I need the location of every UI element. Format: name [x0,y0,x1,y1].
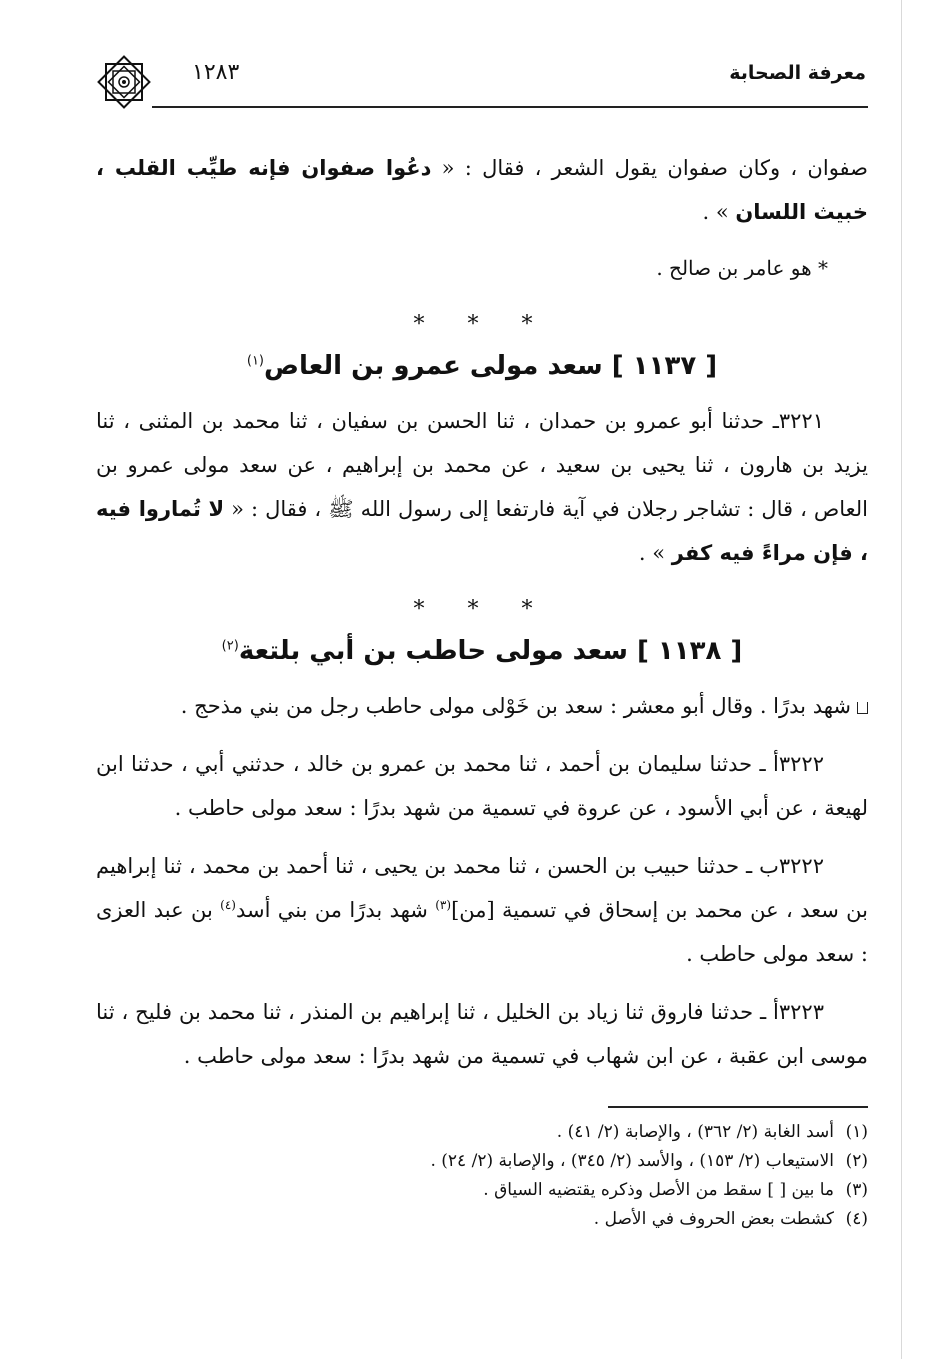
hadith-3222b [96,844,868,976]
hadith-text: ٣٢٢٢ب ـ حدثنا حبيب بن الحسن ، ثنا محمد بن يحيى ، ثنا أحمد بن محمد ، ثنا إبراهيم بن سعد ، عن محمد بن إسحاق في تسمية [من] [96,854,869,922]
hadith-3223a: ٣٢٢٣أ ـ حدثنا فاروق ثنا زياد بن الخليل ، ثنا إبراهيم بن المنذر ، ثنا محمد بن فليح ، ثنا موسى ابن عقبة ، عن ابن شهاب في تسمية من شهد بدرًا : سعد مولى حاطب . [96,1000,868,1068]
entry-number: ١١٣٧ [632,351,697,381]
footnote-text: الاستيعاب (٢/ ١٥٣) ، والأسد (٢/ ٣٤٥) ، والإصابة (٢/ ٢٤) . [430,1151,834,1171]
entry-title-1138: [ ١١٣٨ ] سعد مولى حاطب بن أبي بلتعة$^{(٢)}$ [221,636,743,666]
hadith-3221 [96,399,868,575]
square-marker-icon [857,702,868,714]
quote-end: » . [638,541,672,565]
footnote-text: ما بين [ ] سقط من الأصل وذكره يقتضيه السياق . [483,1180,834,1200]
footnote-number: (١) [845,1122,868,1142]
footnote-text: أسد الغابة (٢/ ٣٦٢) ، والإصابة (٢/ ٤١) . [556,1122,834,1142]
footnote-ref: (٣) [435,898,452,912]
page-edge-line [901,0,902,1359]
hadith-text: ٣٢٢١ـ حدثنا أبو عمرو بن حمدان ، ثنا الحسن بن سفيان ، ثنا محمد بن المثنى ، ثنا يزيد بن هارون ، ثنا يحيى بن سعيد ، عن محمد بن إبراهيم ، عن سعد مولى عمرو بن العاص ، قال : تشاجر رجلان في آية فارتفعا إلى رسول الله ﷺ ، فقال : « [96,409,869,521]
footnote-ref: (١) [246,353,264,369]
footnote-text: كشطت بعض الحروف في الأصل . [593,1209,834,1229]
continued-text: صفوان ، وكان صفوان يقول الشعر ، فقال : « [431,156,868,180]
running-header [96,50,868,108]
entry-title-1137: [ ١١٣٧ ] سعد مولى عمرو بن العاص$^{(١)}$ [246,351,718,381]
book-title: معرفة الصحابة [729,62,866,84]
footnote [96,1147,868,1176]
hadith-text: بن عبد العزى : سعد مولى حاطب . [96,898,868,966]
footnote-number: (٣) [845,1180,868,1200]
footnote [96,1118,868,1147]
footnotes [96,1118,868,1234]
prophetic-quote: دعُوا صفوان فإنه طيِّب القلب ، خبيث اللسان [96,156,868,224]
quote-end: » . [702,200,736,224]
entry-name: سعد مولى عمرو بن العاص [264,351,603,381]
eight-point-star-ornament-icon [96,54,152,110]
section-separator: * * * [413,597,551,622]
footnote [96,1205,868,1234]
book-page [96,50,868,1234]
continued-hadith [96,146,868,234]
entry-name: سعد مولى حاطب بن أبي بلتعة [238,636,628,666]
hadith-3222a: ٣٢٢٢أ ـ حدثنا سليمان بن أحمد ، ثنا محمد بن عمرو بن خالد ، حدثني أبي ، حدثنا ابن لهيعة ، عن أبي الأسود ، عن عروة في تسمية من شهد بدرًا : سعد مولى حاطب . [96,752,868,820]
footnote [96,1176,868,1205]
footnote-number: (٤) [845,1209,868,1229]
intro-text: شهد بدرًا . وقال أبو معشر : سعد بن خَوْلى مولى حاطب رجل من بني مذحج . [180,694,851,718]
prophetic-quote: لا تُماروا فيه ، فإن مراءً فيه كفر [96,497,868,565]
entry-intro [96,684,868,728]
narrator-note: * هو عامر بن صالح . [656,256,828,280]
hadith-text: شهد بدرًا من بني أسد [235,898,436,922]
footnote-ref: (٤) [220,898,236,912]
page-number: ١٢٨٣ [192,60,240,85]
section-separator: * * * [413,312,551,337]
footnote-ref: (٢) [221,638,239,654]
entry-number: ١١٣٨ [657,636,722,666]
footnote-number: (٢) [845,1151,868,1171]
footnote-separator [608,1106,868,1108]
